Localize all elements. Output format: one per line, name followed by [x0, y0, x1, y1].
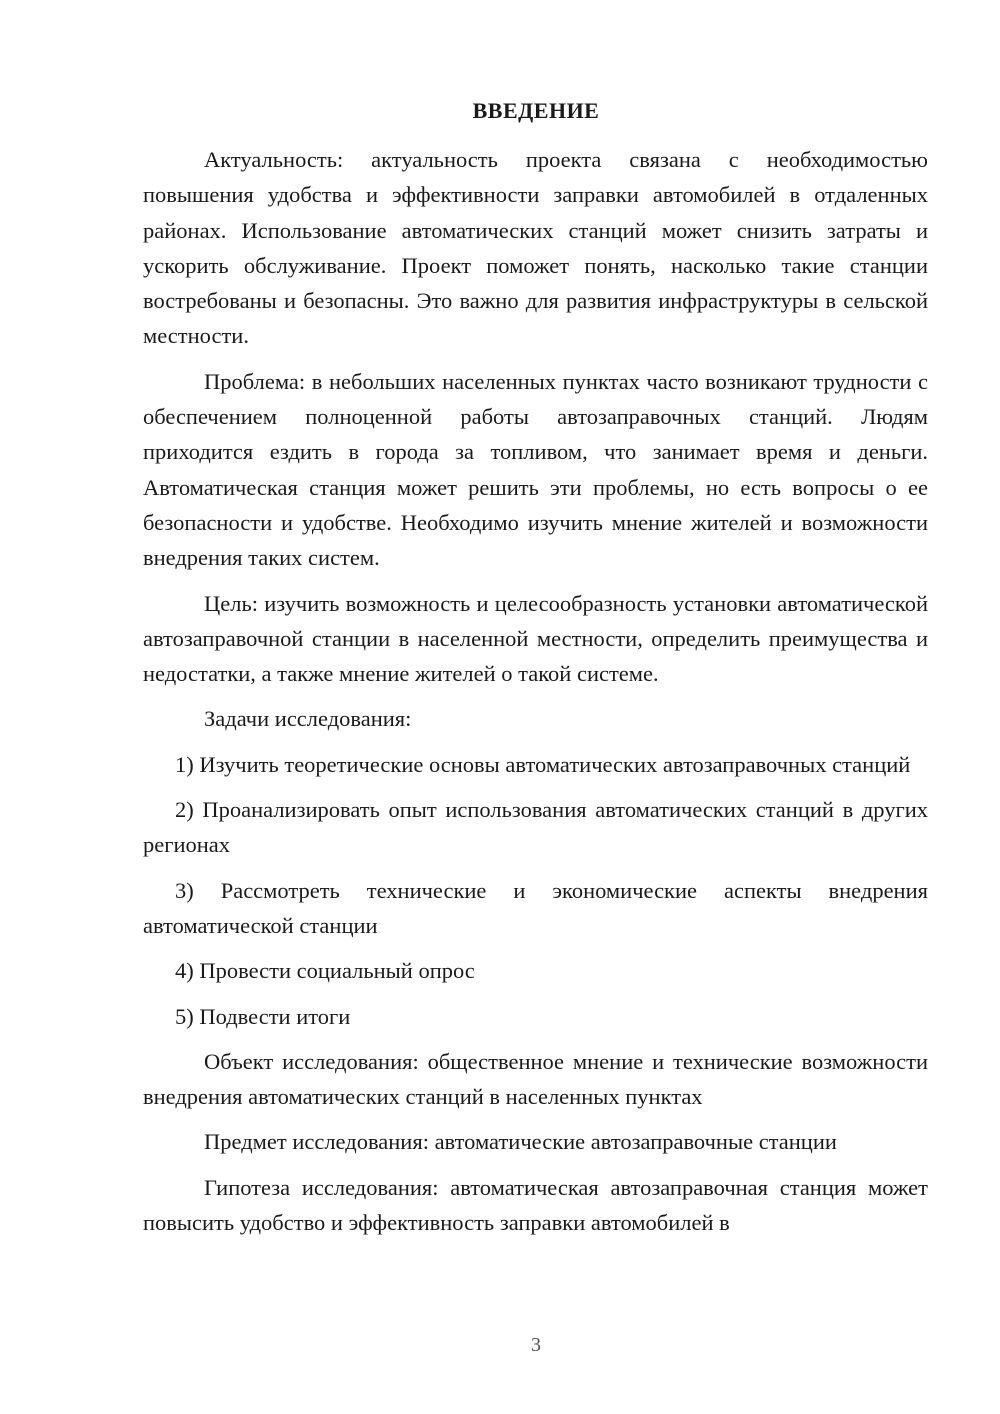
task-item-2: 2) Проанализировать опыт использования автоматических станций в других регионах — [143, 797, 928, 858]
document-body — [143, 142, 928, 1250]
page-title: ВВЕДЕНИЕ — [472, 98, 600, 123]
task-item-1: 1) Изучить теоретические основы автоматических автозаправочных станций — [175, 751, 911, 777]
paragraph-problem: Проблема: в небольших населенных пунктах часто возникают трудности с обеспечением полноценной работы автозаправочных станций. Людям приходится ездить в города за топливом, что занимает время и деньги. Автоматическая станция может решить эти проблемы, но есть вопросы о ее безопасности и удобстве. Необходимо изучить мнение жителей и возможности внедрения таких систем. — [143, 368, 928, 571]
paragraph-relevance: Актуальность: актуальность проекта связана с необходимостью повышения удобства и эффективности заправки автомобилей в отдаленных районах. Использование автоматических станций может снизить затраты и ускорить обслуживание. Проект поможет понять, насколько такие станции востребованы и безопасны. Это важно для развития инфраструктуры в сельской местности. — [143, 147, 928, 349]
paragraph-subject: Предмет исследования: автоматические автозаправочные станции — [204, 1129, 837, 1155]
tasks-heading: Задачи исследования: — [204, 706, 412, 732]
paragraph-goal: Цель: изучить возможность и целесообразность установки автоматической автозаправочной станции в населенной местности, определить преимущества и недостатки, а также мнение жителей о такой системе. — [143, 590, 928, 687]
paragraph-hypothesis: Гипотеза исследования: автоматическая автозаправочная станция может повысить удобство и эффективность заправки автомобилей в — [143, 1174, 928, 1236]
page-number: 3 — [531, 1334, 541, 1356]
paragraph-object: Объект исследования: общественное мнение и технические возможности внедрения автоматических станций в населенных пунктах — [143, 1048, 928, 1110]
task-item-4: 4) Провести социальный опрос — [175, 958, 475, 984]
task-item-3: 3) Рассмотреть технические и экономические аспекты внедрения автоматической станции — [143, 877, 928, 938]
task-item-5: 5) Подвести итоги — [175, 1003, 351, 1029]
